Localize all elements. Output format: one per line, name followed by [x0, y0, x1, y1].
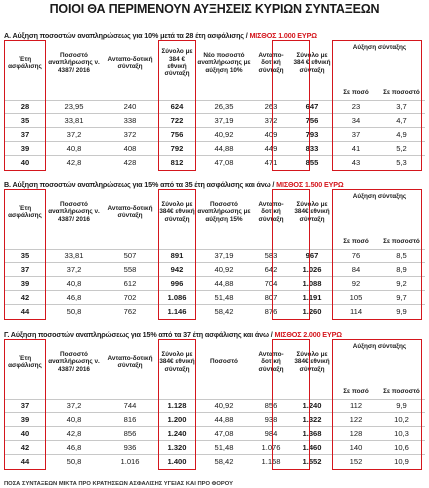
cell: 58,42 [196, 454, 252, 468]
cell: 40 [4, 427, 46, 441]
cell: 37,2 [46, 263, 102, 277]
cell: 833 [290, 141, 334, 155]
cell: 507 [102, 249, 158, 263]
cell: 812 [158, 155, 196, 169]
cell: 28 [4, 100, 46, 114]
cell: 44,88 [196, 277, 252, 291]
cell: 92 [334, 277, 378, 291]
cell: 35 [4, 114, 46, 128]
cell: 471 [252, 155, 290, 169]
cell: 744 [102, 399, 158, 413]
header-years: Έτη ασφάλισης [8, 354, 42, 369]
section-b-heading: Β. Αύξηση ποσοστών αναπληρώσεως για 15% από τα 35 έτη ασφάλισης και άνω / ΜΙΣΘΟΣ 1.500 ΕΥΡΩ [4, 180, 344, 189]
section-b [4, 180, 425, 318]
table-row [4, 413, 425, 427]
table-row [4, 249, 425, 263]
cell: 1.086 [158, 290, 196, 304]
cell: 942 [158, 263, 196, 277]
cell: 37,19 [196, 114, 252, 128]
cell: 1.240 [158, 427, 196, 441]
cell: 58,42 [196, 304, 252, 318]
header-new-contributory: Ανταπο-δοτική σύνταξη [258, 51, 284, 74]
table-row [4, 128, 425, 142]
cell: 856 [102, 427, 158, 441]
cell: 42 [4, 440, 46, 454]
header-total: Σύνολο με 384€ εθνική σύνταξη [159, 200, 195, 223]
cell: 51,48 [196, 290, 252, 304]
section-a-salary: ΜΙΣΘΟΣ 1.000 ΕΥΡΩ [249, 31, 317, 40]
cell: 37,19 [196, 249, 252, 263]
cell: 44 [4, 454, 46, 468]
cell: 5,2 [378, 141, 425, 155]
header-total: Σύνολο με 384€ εθνική σύνταξη [159, 350, 195, 373]
subheader-amount: Σε ποσό [343, 388, 369, 396]
header-total: Σύνολο με 384 € εθνική σύνταξη [161, 48, 193, 78]
header-contributory-pension: Ανταπο-δοτική σύνταξη [107, 354, 153, 369]
table-row [4, 440, 425, 454]
cell: 612 [102, 277, 158, 291]
cell: 40 [4, 155, 46, 169]
section-b-salary: ΜΙΣΘΟΣ 1.500 ΕΥΡΩ [276, 180, 344, 189]
table-row [4, 427, 425, 441]
cell: 936 [102, 440, 158, 454]
header-new-total: Σύνολο με 384€ εθνική σύνταξη [294, 350, 330, 373]
cell: 855 [290, 155, 334, 169]
cell: 50,8 [46, 304, 102, 318]
table-row [4, 155, 425, 169]
cell: 114 [334, 304, 378, 318]
subheader-amount: Σε ποσό [343, 89, 369, 97]
cell: 409 [252, 128, 290, 142]
cell: 10,9 [378, 454, 425, 468]
cell: 44 [4, 304, 46, 318]
header-new-rate: Ποσοστό αναπλήρωσης με αύξηση 15% [197, 200, 251, 223]
cell: 40,92 [196, 399, 252, 413]
cell: 722 [158, 114, 196, 128]
cell: 4,9 [378, 128, 425, 142]
cell: 1.400 [158, 454, 196, 468]
cell: 33,81 [46, 114, 102, 128]
table-row [4, 100, 425, 114]
cell: 793 [290, 128, 334, 142]
cell: 1.146 [158, 304, 196, 318]
cell: 44,88 [196, 141, 252, 155]
table-row [4, 454, 425, 468]
cell: 39 [4, 141, 46, 155]
cell: 140 [334, 440, 378, 454]
table-b [4, 189, 425, 318]
table-row [4, 114, 425, 128]
table-row [4, 304, 425, 318]
header-replacement-rate: Ποσοστό αναπλήρωσης ν. 4387/ 2016 [48, 51, 100, 74]
header-increase: Αύξηση σύνταξης [352, 44, 407, 51]
cell: 10,2 [378, 413, 425, 427]
cell: 26,35 [196, 100, 252, 114]
cell: 37,2 [46, 399, 102, 413]
header-contributory-pension: Ανταπο-δοτική σύνταξη [107, 204, 153, 219]
cell: 984 [252, 427, 290, 441]
cell: 4,7 [378, 114, 425, 128]
cell: 40,8 [46, 413, 102, 427]
cell: 967 [290, 249, 334, 263]
cell: 408 [102, 141, 158, 155]
cell: 1.368 [290, 427, 334, 441]
cell: 47,08 [196, 155, 252, 169]
cell: 46,8 [46, 290, 102, 304]
cell: 152 [334, 454, 378, 468]
footer-note: ΠΟΣΑ ΣΥΝΤΑΞΕΩΝ ΜΙΚΤΑ ΠΡΟ ΚΡΑΤΗΣΕΩΝ ΑΣΦΑΛΙΣΗΣ ΥΓΕΙΑΣ ΚΑΙ ΠΡΟ ΦΟΡΟΥ [4, 481, 233, 487]
header-increase: Αύξηση σύνταξης [352, 343, 407, 350]
table-row [4, 141, 425, 155]
cell: 40,8 [46, 277, 102, 291]
cell: 1.191 [290, 290, 334, 304]
subheader-percent: Σε ποσοστό [383, 89, 420, 97]
subheader-percent: Σε ποσοστό [383, 238, 420, 246]
cell: 240 [102, 100, 158, 114]
table-row [4, 277, 425, 291]
cell: 9,9 [378, 399, 425, 413]
cell: 40,92 [196, 263, 252, 277]
table-row [4, 399, 425, 413]
cell: 37 [4, 128, 46, 142]
cell: 372 [252, 114, 290, 128]
cell: 40,92 [196, 128, 252, 142]
subheader-amount: Σε ποσό [343, 238, 369, 246]
cell: 128 [334, 427, 378, 441]
cell: 1.320 [158, 440, 196, 454]
cell: 756 [158, 128, 196, 142]
cell: 1.240 [290, 399, 334, 413]
table-row [4, 263, 425, 277]
cell: 1.460 [290, 440, 334, 454]
cell: 647 [290, 100, 334, 114]
cell: 642 [252, 263, 290, 277]
cell: 9,7 [378, 290, 425, 304]
cell: 105 [334, 290, 378, 304]
cell: 84 [334, 263, 378, 277]
cell: 9,9 [378, 304, 425, 318]
section-c-heading: Γ. Αύξηση ποσοστών αναπληρώσεως για 15% από τα 37 έτη ασφάλισης και άνω / ΜΙΣΘΟΣ 2.000 ΕΥΡΩ [4, 330, 342, 339]
header-years: Έτη ασφάλισης [8, 204, 42, 219]
cell: 1.026 [290, 263, 334, 277]
cell: 43 [334, 155, 378, 169]
section-a-heading: Α. Αύξηση ποσοστών αναπληρώσεως για 10% μετά τα 28 έτη ασφάλισης / ΜΙΣΘΟΣ 1.000 ΕΥΡΩ [4, 31, 317, 40]
cell: 37 [4, 263, 46, 277]
cell: 42 [4, 290, 46, 304]
cell: 35 [4, 249, 46, 263]
cell: 856 [252, 399, 290, 413]
cell: 10,6 [378, 440, 425, 454]
cell: 37,2 [46, 128, 102, 142]
header-new-total: Σύνολο με 384€ εθνική σύνταξη [294, 200, 330, 223]
cell: 39 [4, 413, 46, 427]
cell: 46,8 [46, 440, 102, 454]
cell: 40,8 [46, 141, 102, 155]
cell: 1.168 [252, 454, 290, 468]
cell: 37 [4, 399, 46, 413]
cell: 876 [252, 304, 290, 318]
page-title: ΠΟΙΟΙ ΘΑ ΠΕΡΙΜΕΝΟΥΝ ΑΥΞΗΣΕΙΣ ΚΥΡΙΩΝ ΣΥΝΤΑΞΕΩΝ [49, 2, 380, 16]
cell: 807 [252, 290, 290, 304]
cell: 938 [252, 413, 290, 427]
cell: 23,95 [46, 100, 102, 114]
cell: 372 [102, 128, 158, 142]
header-increase: Αύξηση σύνταξης [352, 193, 407, 200]
table-c [4, 339, 425, 468]
cell: 42,8 [46, 427, 102, 441]
cell: 792 [158, 141, 196, 155]
cell: 1.016 [102, 454, 158, 468]
cell: 996 [158, 277, 196, 291]
header-replacement-rate: Ποσοστό αναπλήρωσης ν. 4387/ 2016 [48, 200, 100, 223]
header-new-rate: Νέο ποσοστό αναπλήρωσης με αύξηση 10% [197, 51, 251, 74]
cell: 1.260 [290, 304, 334, 318]
cell: 756 [290, 114, 334, 128]
cell: 47,08 [196, 427, 252, 441]
cell: 1.076 [252, 440, 290, 454]
cell: 51,48 [196, 440, 252, 454]
cell: 50,8 [46, 454, 102, 468]
cell: 23 [334, 100, 378, 114]
cell: 33,81 [46, 249, 102, 263]
cell: 8,9 [378, 263, 425, 277]
cell: 583 [252, 249, 290, 263]
cell: 891 [158, 249, 196, 263]
section-c [4, 330, 425, 468]
cell: 762 [102, 304, 158, 318]
cell: 37 [334, 128, 378, 142]
cell: 338 [102, 114, 158, 128]
cell: 41 [334, 141, 378, 155]
cell: 8,5 [378, 249, 425, 263]
header-new-contributory: Ανταπο-δοτική σύνταξη [258, 200, 284, 223]
cell: 112 [334, 399, 378, 413]
cell: 449 [252, 141, 290, 155]
table-a [4, 40, 425, 169]
cell: 1.128 [158, 399, 196, 413]
cell: 702 [102, 290, 158, 304]
cell: 428 [102, 155, 158, 169]
header-replacement-rate: Ποσοστό αναπλήρωσης ν. 4387/ 2016 [48, 350, 100, 373]
cell: 9,2 [378, 277, 425, 291]
subheader-percent: Σε ποσοστό [383, 388, 420, 396]
cell: 816 [102, 413, 158, 427]
header-years: Έτη ασφάλισης [8, 55, 42, 70]
cell: 704 [252, 277, 290, 291]
table-row [4, 290, 425, 304]
cell: 10,3 [378, 427, 425, 441]
cell: 1.552 [290, 454, 334, 468]
cell: 263 [252, 100, 290, 114]
cell: 39 [4, 277, 46, 291]
cell: 624 [158, 100, 196, 114]
cell: 5,3 [378, 155, 425, 169]
cell: 3,7 [378, 100, 425, 114]
header-new-total: Σύνολο με 384 € εθνική σύνταξη [293, 51, 331, 74]
cell: 1.088 [290, 277, 334, 291]
header-new-contributory: Ανταπο-δοτική σύνταξη [258, 350, 284, 373]
cell: 34 [334, 114, 378, 128]
cell: 1.322 [290, 413, 334, 427]
header-contributory-pension: Ανταπο-δοτική σύνταξη [107, 55, 153, 70]
cell: 44,88 [196, 413, 252, 427]
header-new-rate: Ποσοστό [210, 358, 238, 366]
section-a [4, 31, 425, 169]
cell: 558 [102, 263, 158, 277]
cell: 1.200 [158, 413, 196, 427]
cell: 122 [334, 413, 378, 427]
cell: 42,8 [46, 155, 102, 169]
section-c-salary: ΜΙΣΘΟΣ 2.000 ΕΥΡΩ [274, 330, 342, 339]
cell: 76 [334, 249, 378, 263]
